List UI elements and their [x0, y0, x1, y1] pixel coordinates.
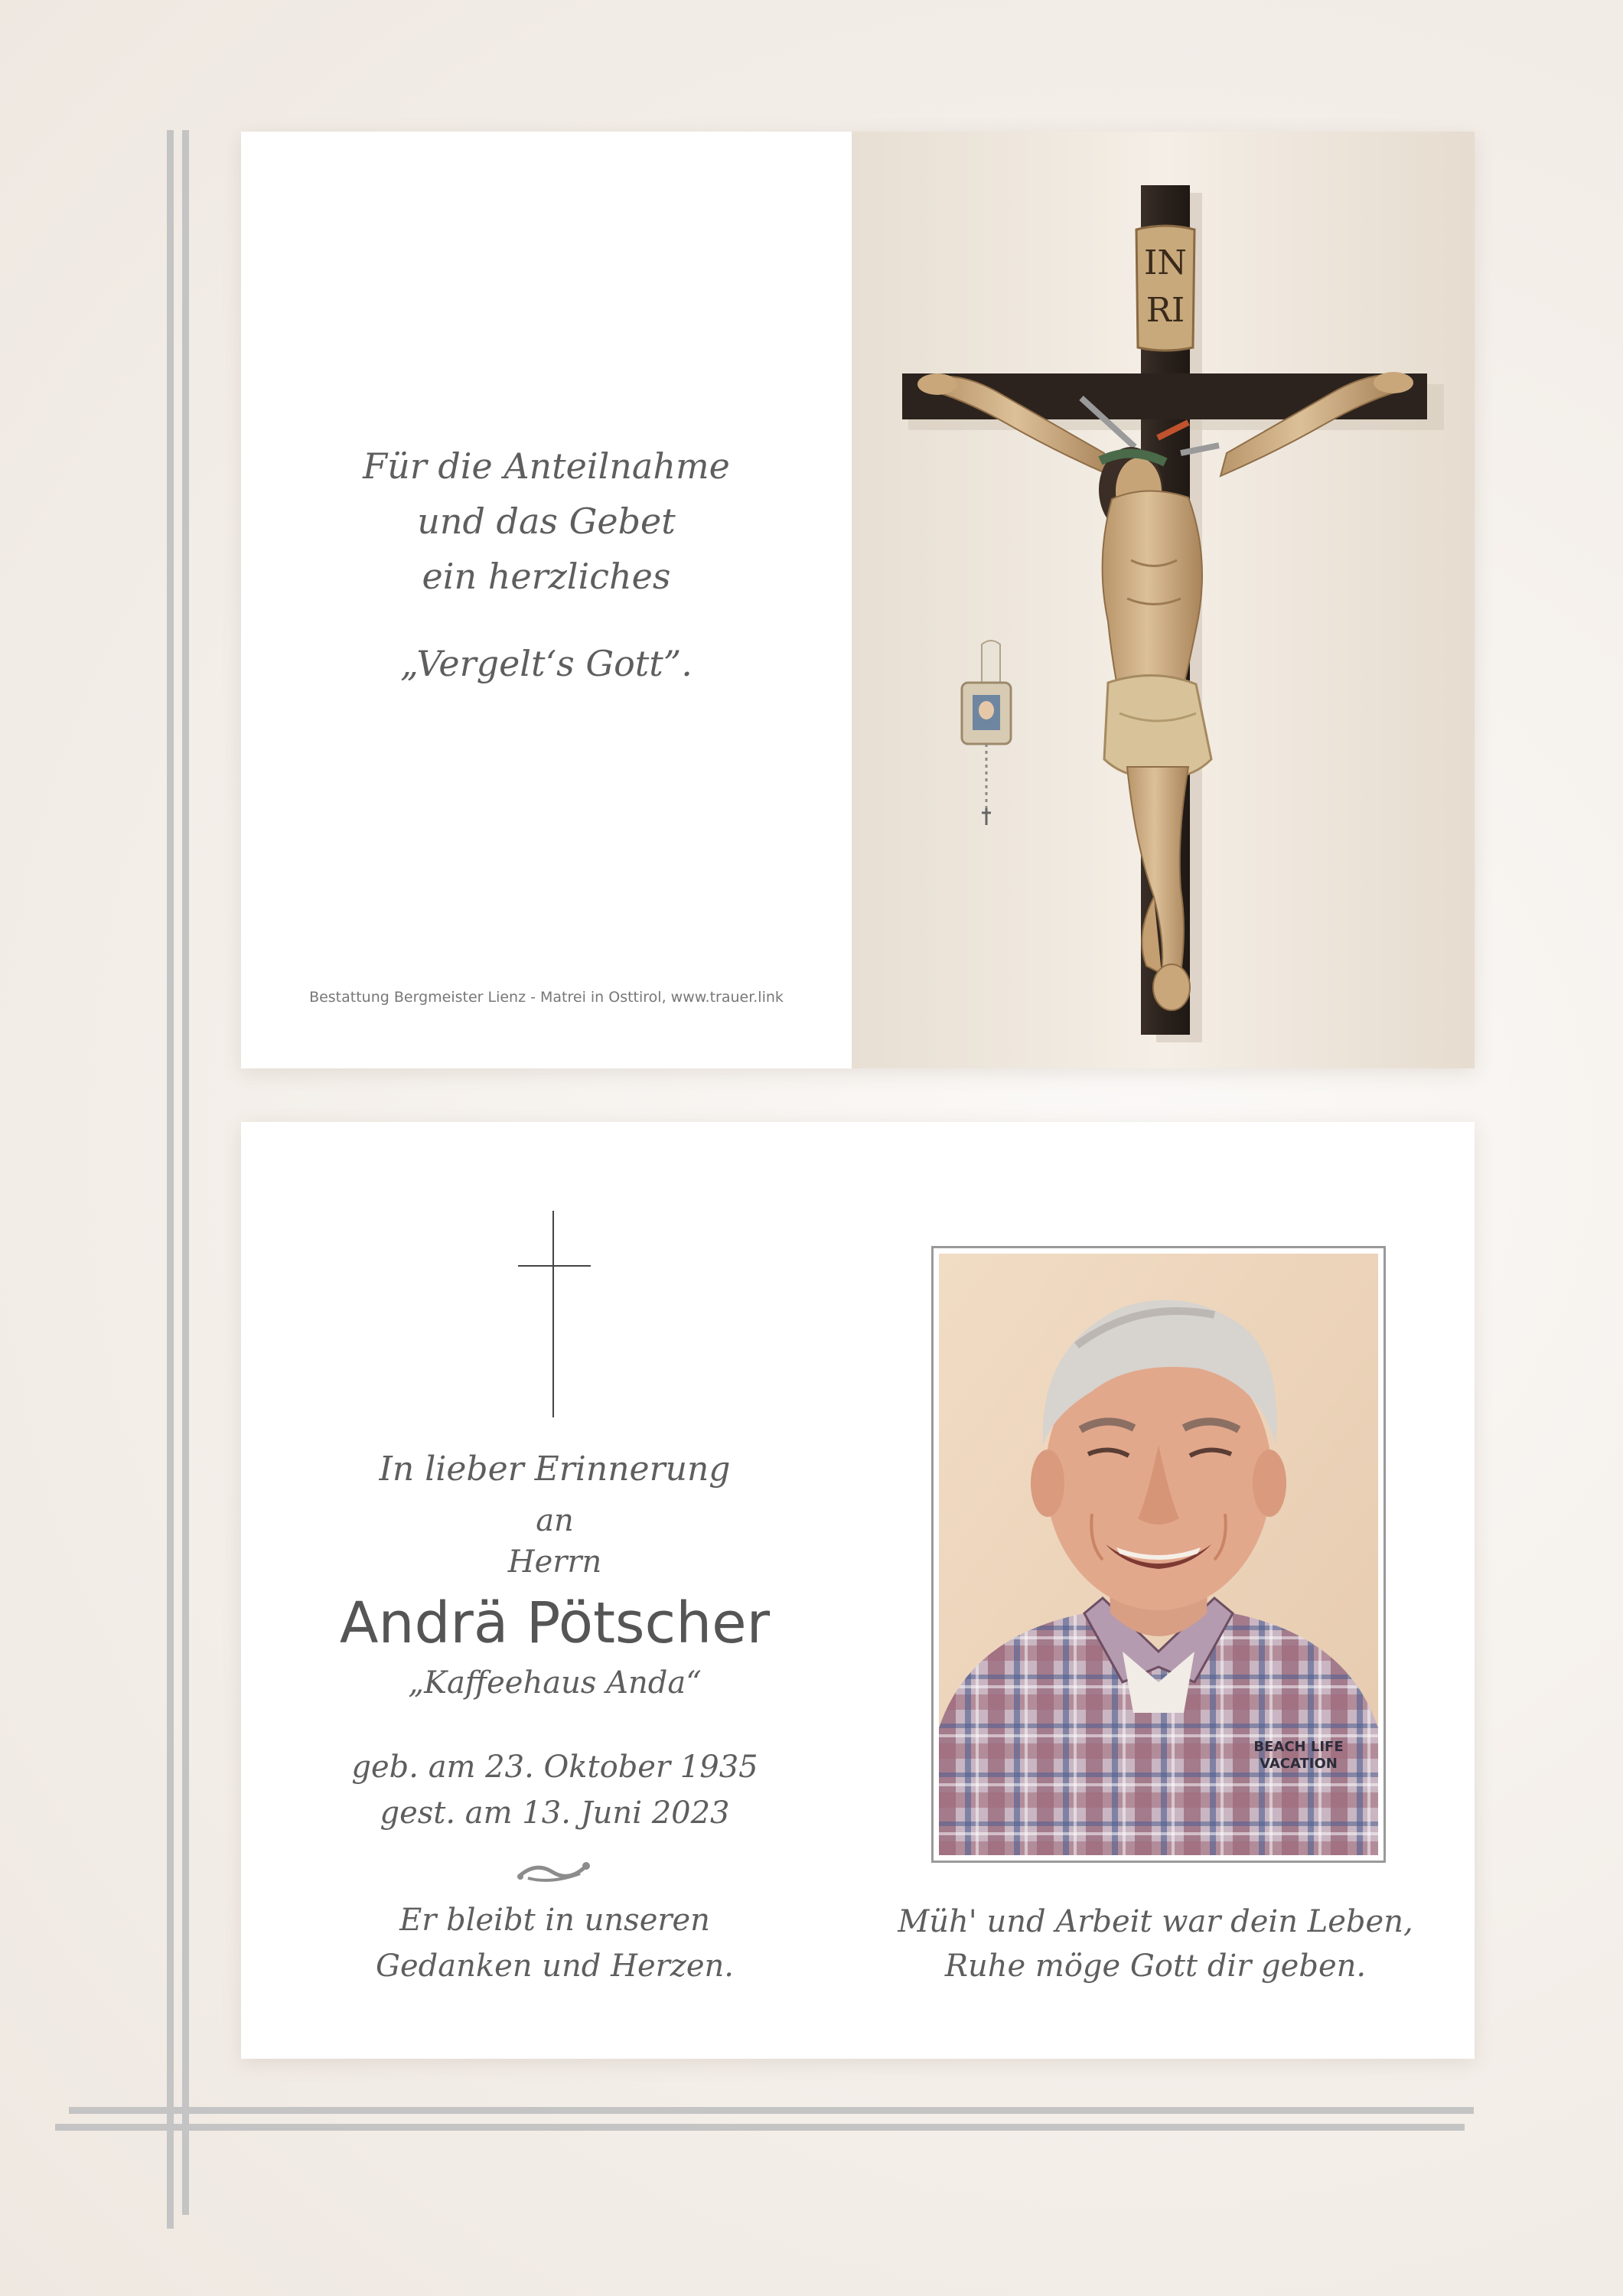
deceased-nickname: „Kaffeehaus Anda“	[408, 1665, 702, 1701]
shirt-text-1: BEACH LIFE	[1253, 1739, 1344, 1755]
verse-line-2: Ruhe möge Gott dir geben.	[944, 1949, 1367, 1984]
frame-line-horizontal-1	[69, 2107, 1474, 2114]
frame-line-vertical-2	[182, 130, 189, 2215]
frame-line-vertical-1	[167, 130, 174, 2229]
birth-date: geb. am 23. Oktober 1935	[351, 1750, 758, 1785]
thanks-line-3: ein herzliches	[422, 556, 671, 597]
verse-line-1: Müh' und Arbeit war dein Leben,	[898, 1904, 1413, 1939]
memorial-intro: In lieber Erinnerung	[379, 1450, 731, 1489]
portrait-photo	[939, 1254, 1378, 1855]
funeral-home-credit: Bestattung Bergmeister Lienz - Matrei in Osttirol, www.trauer.link	[309, 989, 784, 1006]
thanks-panel	[241, 132, 852, 1068]
closing-line-2: Gedanken und Herzen.	[376, 1949, 734, 1984]
thanks-line-1: Für die Anteilnahme	[363, 445, 730, 487]
frame-line-horizontal-2	[55, 2124, 1465, 2131]
portrait-frame	[931, 1246, 1386, 1863]
ornament-icon	[513, 1857, 597, 1887]
thanks-card	[241, 132, 1475, 1068]
crucifix-image	[852, 132, 1475, 1068]
deceased-name: Andrä Pötscher	[339, 1590, 771, 1656]
thanks-line-2: und das Gebet	[417, 501, 676, 542]
memorial-herrn: Herrn	[507, 1544, 602, 1580]
death-date: gest. am 13. Juni 2023	[380, 1795, 730, 1831]
memorial-card	[241, 1122, 1475, 2059]
svg-text:RI: RI	[1146, 291, 1185, 330]
shirt-text-2: VACATION	[1260, 1756, 1338, 1772]
closing-line-1: Er bleibt in unseren	[399, 1903, 710, 1938]
thanks-vergelts-gott: „Vergelt‘s Gott”.	[400, 643, 693, 684]
svg-text:IN: IN	[1144, 243, 1187, 282]
memorial-an: an	[536, 1503, 574, 1538]
